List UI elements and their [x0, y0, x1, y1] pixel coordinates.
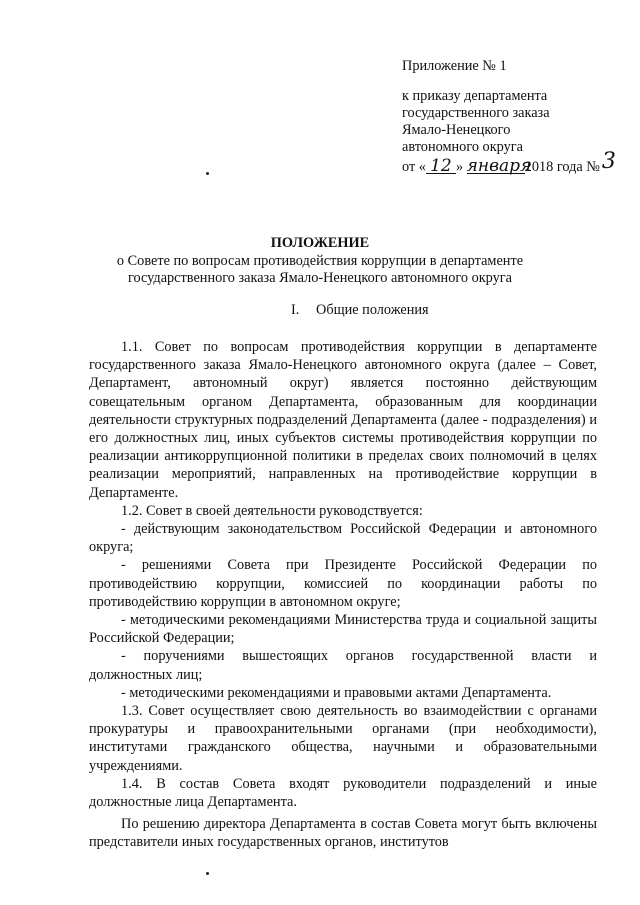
appendix-line: Ямало-Ненецкого — [402, 122, 511, 138]
paragraph: - действующим законодательством Российской Федерации и автономного округа; — [89, 521, 597, 556]
paragraph: 1.4. В состав Совета входят руководители подразделений и иные должностные лица Департамента. — [89, 775, 597, 811]
handwritten-month: января — [466, 156, 532, 176]
paragraph: 1.2. Совет в своей деятельности руководствуется: — [121, 502, 423, 519]
appendix-date-line — [402, 149, 616, 176]
paragraph: По решению директора Департамента в состав Совета могут быть включены представители иных государственных органов, институтов — [89, 816, 597, 851]
document-subtitle-line: государственного заказа Ямало-Ненецкого автономного округа — [128, 270, 512, 286]
document-subtitle-line: о Совете по вопросам противодействия коррупции в департаменте — [116, 253, 524, 269]
appendix-line: к приказу департамента — [402, 88, 548, 104]
paragraph: - методическими рекомендациями и правовыми актами Департамента. — [121, 684, 552, 701]
date-prefix: от « — [402, 159, 426, 175]
paragraph: - решениями Совета при Президенте Российской Федерации по противодействию коррупции, комиссией по координации работы по противодействию коррупции в автономном округе; — [89, 557, 597, 610]
handwritten-day: 12 — [426, 159, 456, 174]
scan-speck — [206, 172, 209, 175]
scan-speck — [206, 872, 209, 875]
document-body — [89, 338, 597, 852]
handwritten-order-number: 3 — [601, 149, 616, 174]
appendix-line: автономного округа — [402, 139, 523, 155]
date-suffix: 2018 года № — [524, 159, 600, 175]
appendix-title: Приложение № 1 — [402, 58, 507, 74]
paragraph: - поручениями вышестоящих органов государственной власти и должностных лиц; — [89, 648, 597, 683]
paragraph: - методическими рекомендациями Министерства труда и социальной защиты Российской Федерации; — [89, 612, 597, 647]
document-heading: ПОЛОЖЕНИЕ — [270, 235, 370, 251]
paragraph: 1.1. Совет по вопросам противодействия коррупции в департаменте государственного заказа Ямало-Ненецкого автономного округа (далее – Совет, Департамент, автономный округ) является постоянно действующим совещательным органом Департамента, образованным для координации деятельности структурных подразделений Департамента (далее - подразделения) и его должностных лиц, иных субъектов системы противодействия коррупции по реализации антикоррупционной политики в пределах своих полномочий в целях реализации мероприятий, направленных на противодействие коррупции в Департаменте. — [89, 339, 597, 501]
appendix-line: государственного заказа — [402, 105, 550, 121]
paragraph: 1.3. Совет осуществляет свою деятельность во взаимодействии с органами прокуратуры и правоохранительными органами (при необходимости), институтами гражданского общества, научными и образовательными учреждениями. — [89, 703, 597, 774]
section-title: Общие положения — [316, 302, 429, 318]
section-number: I. — [291, 302, 300, 318]
date-mid: » — [455, 159, 464, 175]
document-title-block — [0, 235, 640, 287]
appendix-block — [402, 58, 616, 176]
